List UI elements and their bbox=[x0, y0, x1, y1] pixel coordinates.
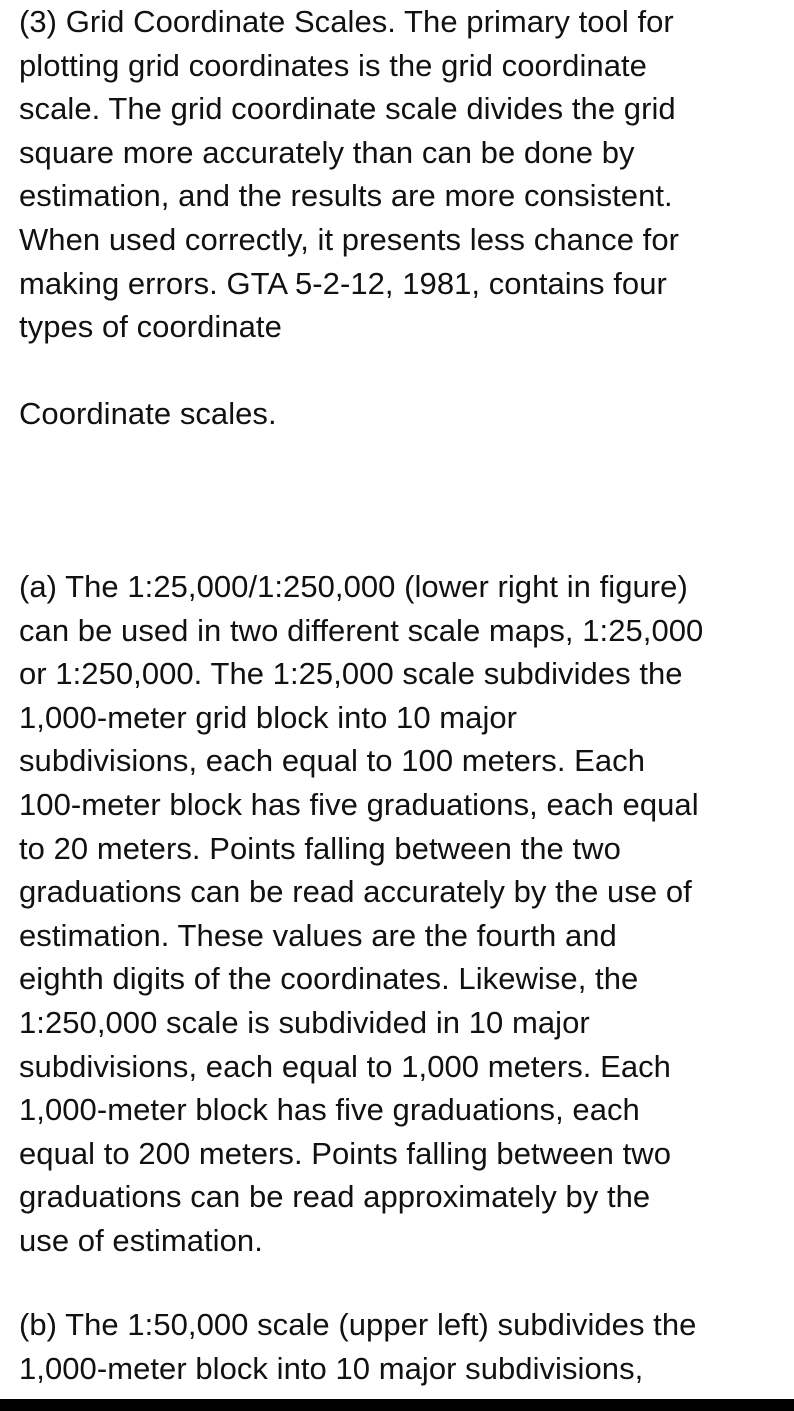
text-line: (b) The 1:50,000 scale (upper left) subdivides the bbox=[19, 1307, 697, 1342]
text-line: 1,000-meter block into 10 major subdivisions, bbox=[19, 1350, 644, 1386]
bottom-edge-bar bbox=[0, 1399, 794, 1411]
text-line: 1,000-meter grid block into 10 major bbox=[19, 699, 518, 735]
text-line: 1:250,000 scale is subdivided in 10 major bbox=[19, 1004, 590, 1040]
text-line: When used correctly, it presents less chance for bbox=[19, 221, 679, 257]
text-line: estimation, and the results are more consistent. bbox=[19, 178, 673, 214]
paragraph-scale-b bbox=[19, 1303, 696, 1390]
paragraph-coordinate-scales bbox=[19, 392, 277, 436]
text-line: square more accurately than can be done by bbox=[19, 134, 635, 170]
text-line: or 1:250,000. The 1:25,000 scale subdivides the bbox=[19, 656, 683, 692]
text-line: (3) Grid Coordinate Scales. The primary tool for bbox=[19, 4, 674, 39]
text-line: to 20 meters. Points falling between the two bbox=[19, 830, 621, 866]
text-line: estimation. These values are the fourth and bbox=[19, 917, 617, 953]
text-line: 100-meter block has five graduations, each equal bbox=[19, 786, 699, 822]
text-line: can be used in two different scale maps, 1:25,000 bbox=[19, 612, 704, 648]
text-line: Coordinate scales. bbox=[19, 396, 277, 431]
paragraph-grid-coordinate-scales bbox=[19, 0, 679, 349]
text-line: 1,000-meter block has five graduations, each bbox=[19, 1092, 640, 1128]
text-line: equal to 200 meters. Points falling between two bbox=[19, 1135, 672, 1171]
text-line: subdivisions, each equal to 100 meters. Each bbox=[19, 743, 646, 779]
text-line: (a) The 1:25,000/1:250,000 (lower right in figure) bbox=[19, 569, 688, 604]
text-line: plotting grid coordinates is the grid coordinate bbox=[19, 47, 647, 83]
paragraph-scale-a bbox=[19, 565, 703, 1263]
text-line: eighth digits of the coordinates. Likewise, the bbox=[19, 961, 639, 997]
text-line: graduations can be read approximately by the bbox=[19, 1179, 651, 1215]
text-line: making errors. GTA 5-2-12, 1981, contains four bbox=[19, 265, 667, 301]
text-line: use of estimation. bbox=[19, 1222, 263, 1258]
text-line: graduations can be read accurately by the use of bbox=[19, 874, 692, 910]
text-line: scale. The grid coordinate scale divides the grid bbox=[19, 91, 676, 127]
text-line: types of coordinate bbox=[19, 309, 282, 345]
text-line: subdivisions, each equal to 1,000 meters. Each bbox=[19, 1048, 671, 1084]
